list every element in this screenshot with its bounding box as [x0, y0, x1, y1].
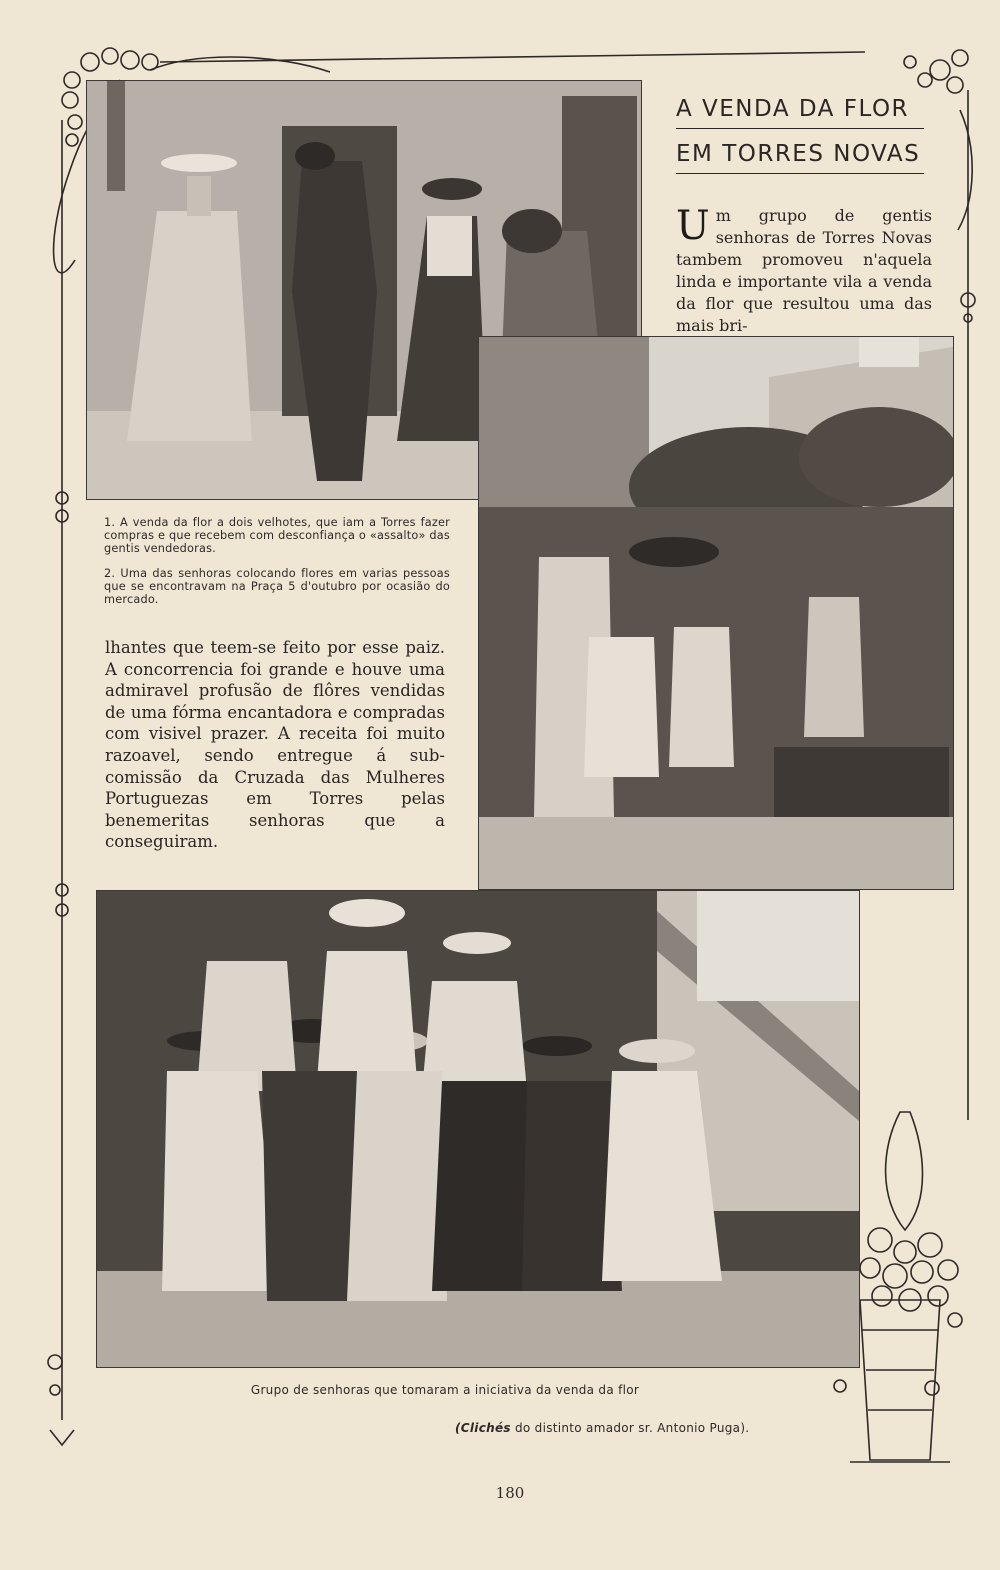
drop-cap: U — [676, 203, 710, 249]
article-body-text: lhantes que teem-se feito por esse paiz. A concorrencia foi grande e houve uma admiravel profusão de flôres vendidas de uma fórma encantadora e compradas com visivel prazer. A receita foi muito razoavel, sendo entregue á sub-comissão da Cruzada das Mulheres Portuguezas em Torres pelas benemeritas senhoras que a conseguiram. — [105, 638, 445, 852]
photo-market-square — [478, 336, 954, 890]
credit-text: do distinto amador sr. Antonio Puga). — [510, 1421, 750, 1435]
caption-group-photo: Grupo de senhoras que tomaram a iniciativa da venda da flor — [250, 1383, 640, 1397]
photo-credit — [455, 1421, 795, 1435]
intro-paragraph — [676, 205, 932, 337]
credit-italic: (Clichés — [455, 1421, 511, 1435]
article-title — [676, 92, 924, 174]
caption-photo-1: 1. A venda da flor a dois velhotes, que iam a Torres fazer compras e que recebem com desconfiança o «assalto» das gentis vendedoras. — [104, 516, 450, 555]
photo-group-of-ladies — [96, 890, 860, 1368]
page-number: 180 — [495, 1484, 525, 1502]
intro-text: m grupo de gentis senhoras de Torres Novas tambem promoveu n'aquela linda e importante vila a venda da flor que resultou uma das mais bri- — [676, 206, 932, 335]
title-line-2: EM TORRES NOVAS — [676, 137, 924, 174]
caption-photo-2: 2. Uma das senhoras colocando flores em varias pessoas que se encontravam na Praça 5 d'outubro por ocasião do mercado. — [104, 567, 450, 606]
title-line-1: A VENDA DA FLOR — [676, 92, 924, 129]
